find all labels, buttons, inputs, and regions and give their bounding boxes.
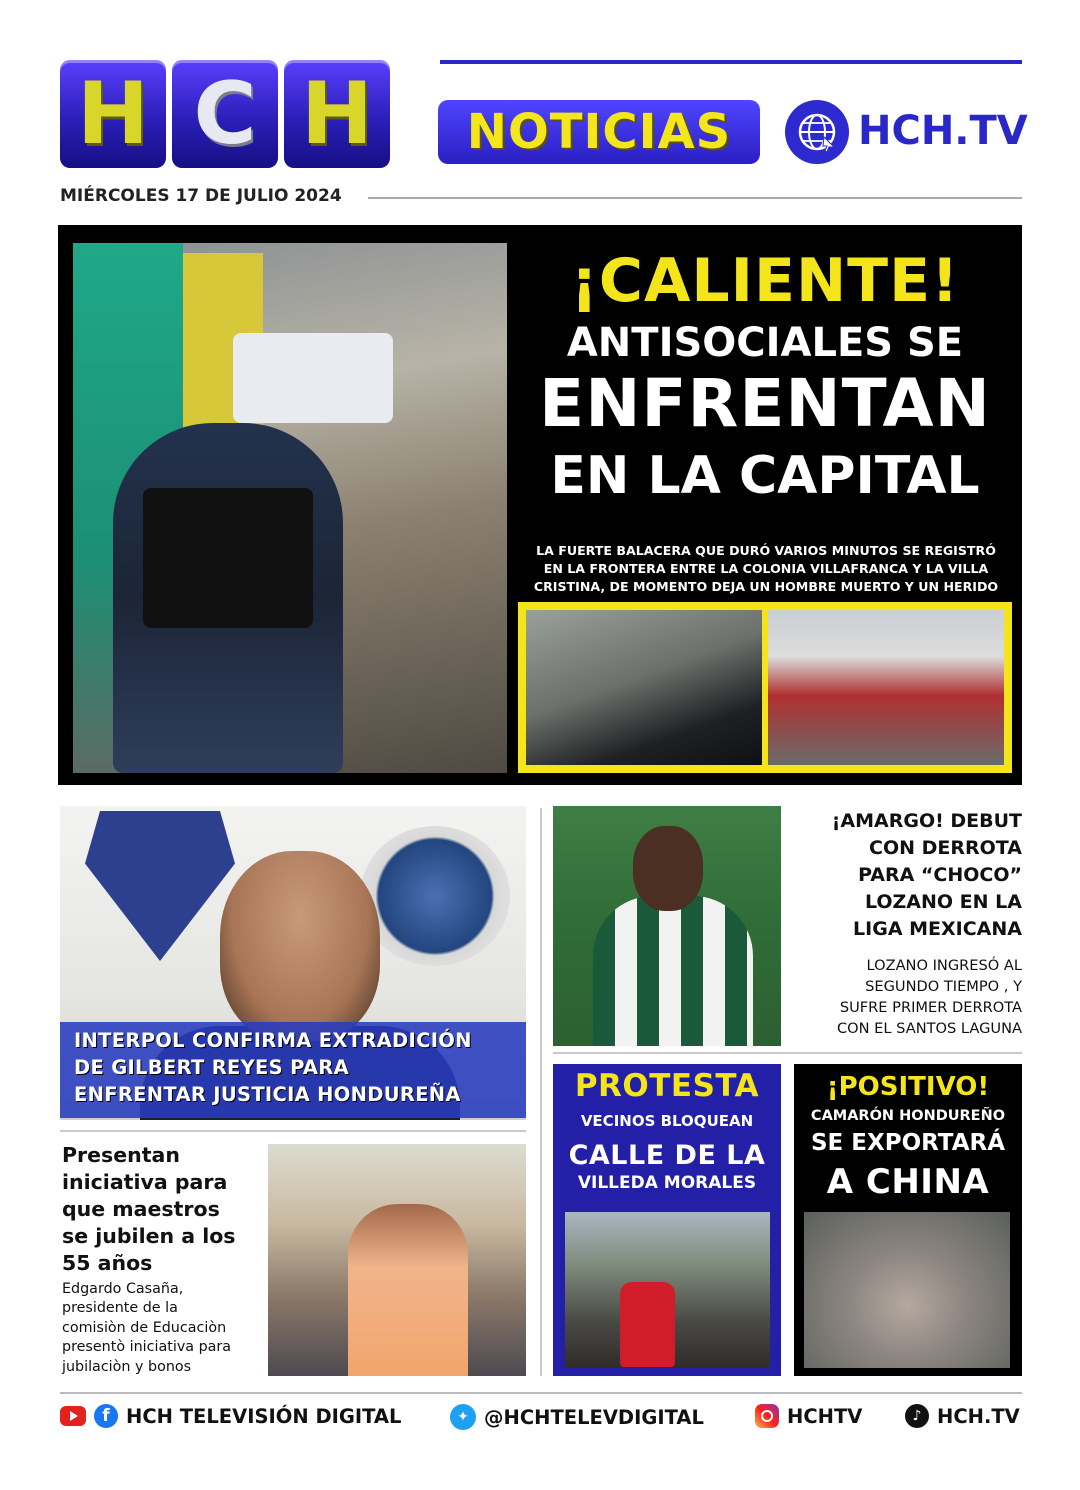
maestros-body-line: Edgardo Casaña, xyxy=(62,1281,184,1297)
amargo-body-line: SUFRE PRIMER DERROTA xyxy=(839,999,1022,1017)
issue-date: MIÉRCOLES 17 DE JULIO 2024 xyxy=(60,186,342,206)
protesta-line: CALLE DE LA xyxy=(568,1140,766,1171)
section-rule xyxy=(553,1052,1022,1054)
amargo-body-line: LOZANO INGRESÓ AL xyxy=(866,957,1022,974)
protesta-photo xyxy=(565,1212,770,1368)
maestros-title-line: iniciativa para xyxy=(62,1170,228,1195)
inset-photo-ambulance xyxy=(768,610,1004,765)
tiktok-icon[interactable]: ♪ xyxy=(905,1404,929,1428)
amargo-title-line: ¡AMARGO! DEBUT xyxy=(831,810,1022,832)
amargo-body xyxy=(782,955,1022,1040)
amargo-body-line: CON EL SANTOS LAGUNA xyxy=(836,1020,1022,1038)
hero-line: EN LA CAPITAL xyxy=(550,445,980,506)
hero-sub-line: LA FUERTE BALACERA QUE DURÓ VARIOS MINUTOS SE REGISTRÓ xyxy=(536,543,996,558)
amargo-title-line: PARA “CHOCO” xyxy=(858,863,1022,886)
maestros-body-line: presentò iniciativa para xyxy=(62,1339,232,1356)
shrimp-photo xyxy=(804,1212,1010,1368)
maestros-title-line: que maestros xyxy=(62,1197,220,1222)
logo-letter: C xyxy=(193,64,257,164)
hero-line: ANTISOCIALES SE xyxy=(566,320,964,366)
twitter-icon[interactable]: ✦ xyxy=(450,1404,476,1430)
youtube-icon[interactable] xyxy=(60,1406,86,1426)
player-photo[interactable] xyxy=(553,806,781,1046)
hero-line: ENFRENTAN xyxy=(539,365,991,442)
positivo-line: CAMARÓN HONDUREÑO xyxy=(810,1108,1006,1124)
instagram-icon[interactable] xyxy=(755,1404,779,1428)
hero-sub-line: CRISTINA, DE MOMENTO DEJA UN HOMBRE MUERTO Y UN HERIDO xyxy=(533,578,999,594)
maestros-body-line: comisiòn de Educaciòn xyxy=(62,1319,227,1336)
noticias-banner xyxy=(438,100,760,164)
hero-inset-photos xyxy=(518,602,1012,773)
police-badge-icon xyxy=(85,811,235,961)
protesta-line: VECINOS BLOQUEAN xyxy=(580,1112,754,1130)
classroom-photo xyxy=(268,1144,526,1376)
header-rule xyxy=(440,60,1022,64)
hero-sub-line: EN LA FRONTERA ENTRE LA COLONIA VILLAFRANCA Y LA VILLA xyxy=(543,560,989,576)
logo-letter: H xyxy=(301,64,373,164)
interpol-line: INTERPOL CONFIRMA EXTRADICIÓN xyxy=(74,1029,472,1052)
maestros-body-line: presidente de la xyxy=(62,1300,178,1317)
hch-logo[interactable] xyxy=(60,60,390,168)
column-divider xyxy=(540,808,542,1376)
logo-tile-c xyxy=(172,60,278,168)
positivo-line: SE EXPORTARÁ xyxy=(810,1130,1006,1156)
logo-tile-h1 xyxy=(60,60,166,168)
hero-subheadline xyxy=(520,542,1012,596)
facebook-icon[interactable]: f xyxy=(94,1404,118,1428)
logo-tile-h2 xyxy=(284,60,390,168)
microphone-icon xyxy=(620,1282,675,1367)
amargo-title-line: LIGA MEXICANA xyxy=(853,917,1022,940)
amargo-body-line: SEGUNDO TIEMPO , Y xyxy=(865,978,1022,996)
amargo-headline[interactable] xyxy=(792,808,1022,943)
maestros-body-line: jubilaciòn y bonos xyxy=(62,1358,192,1375)
protesta-kicker: PROTESTA xyxy=(574,1068,760,1104)
date-rule xyxy=(368,197,1022,199)
inset-photo-car xyxy=(526,610,762,765)
hero-kicker: ¡CALIENTE! xyxy=(570,246,960,316)
site-link[interactable]: HCH.TV xyxy=(858,108,1028,154)
interpol-headline[interactable] xyxy=(60,1022,526,1118)
maestros-title-line: Presentan xyxy=(62,1143,180,1167)
maestros-body xyxy=(62,1280,262,1377)
maestros-title-line: se jubilen a los xyxy=(62,1224,236,1249)
amargo-title-line: CON DERROTA xyxy=(869,836,1022,859)
maestros-title-line: 55 años xyxy=(62,1251,153,1276)
hero-headline[interactable] xyxy=(515,245,1015,510)
interpol-line: ENFRENTAR JUSTICIA HONDUREÑA xyxy=(74,1082,461,1106)
footer-label: HCHTV xyxy=(787,1404,863,1428)
footer-twitter[interactable] xyxy=(450,1404,704,1430)
logo-letter: H xyxy=(77,64,149,164)
footer-label: HCH TELEVISIÓN DIGITAL xyxy=(126,1404,402,1428)
positivo-kicker: ¡POSITIVO! xyxy=(826,1072,990,1102)
interpol-line: DE GILBERT REYES PARA xyxy=(74,1055,350,1079)
maestros-headline[interactable] xyxy=(62,1142,262,1277)
globe-icon[interactable] xyxy=(785,100,849,164)
amargo-title-line: LOZANO EN LA xyxy=(864,890,1022,913)
footer-facebook-youtube[interactable] xyxy=(60,1404,401,1428)
protesta-line: VILLEDA MORALES xyxy=(577,1173,757,1193)
footer-tiktok[interactable] xyxy=(905,1404,1020,1428)
noticias-label: NOTICIAS xyxy=(466,104,732,160)
footer-label: @HCHTELEVDIGITAL xyxy=(484,1405,704,1429)
footer-rule xyxy=(60,1392,1022,1394)
section-rule xyxy=(60,1130,526,1132)
interpol-emblem-icon xyxy=(360,826,510,966)
hero-photo-police xyxy=(73,243,507,773)
positivo-line: A CHINA xyxy=(826,1162,990,1202)
footer-label: HCH.TV xyxy=(937,1404,1020,1428)
footer-instagram[interactable] xyxy=(755,1404,862,1428)
